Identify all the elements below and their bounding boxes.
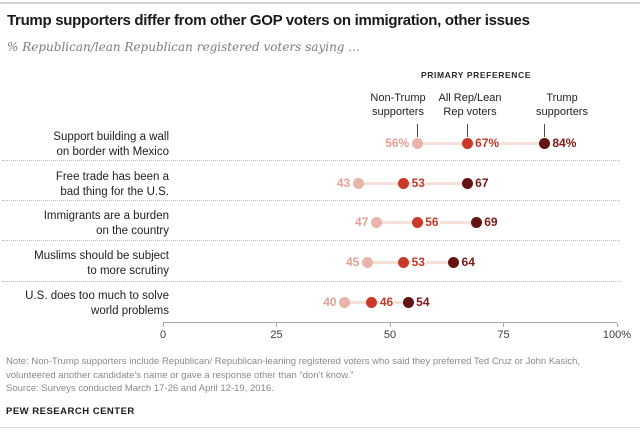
chart-subtitle: % Republican/lean Republican registered voters saying ...	[7, 40, 360, 54]
footnote-line: volunteered another candidate’s name or gave a response other than “don’t know.”	[6, 369, 354, 381]
x-axis-tick	[617, 323, 618, 327]
value-label-text: 45	[345, 254, 360, 269]
value-label	[424, 216, 470, 229]
legend-label-line: Trump	[546, 92, 578, 104]
footnote-line: Note: Non-Trump supporters include Republican/ Republican-leaning registered voters who said they preferred Ted Cruz or John Kasich,	[6, 356, 580, 367]
row-separator	[2, 281, 620, 282]
category-label-line: Support building a wall	[53, 131, 169, 143]
legend-heading: PRIMARY PREFERENCE	[421, 70, 531, 80]
value-label	[483, 216, 529, 229]
value-label-text: 56	[425, 214, 439, 229]
top-border	[0, 2, 640, 4]
value-label-text: 56%	[385, 135, 410, 150]
value-label-text: 43	[336, 175, 351, 190]
data-dot	[366, 297, 377, 308]
value-label-text: 47	[355, 214, 369, 229]
data-dot	[398, 178, 409, 189]
legend-tick-line	[467, 124, 468, 137]
legend-label-line: Non-Trump	[370, 92, 426, 104]
data-dot	[403, 297, 414, 308]
x-axis-tick-label: 25	[270, 329, 283, 341]
value-label	[364, 137, 410, 150]
legend-label-trump-supporters	[502, 92, 622, 119]
data-dot	[471, 217, 482, 228]
category-label-line: Immigrants are a burden	[43, 210, 169, 222]
category-label-line: on the country	[96, 224, 169, 237]
value-label	[314, 256, 360, 269]
value-label	[551, 137, 597, 150]
category-label	[0, 170, 169, 199]
value-label	[461, 256, 507, 269]
data-dot	[412, 138, 423, 149]
value-label-text: 67%	[475, 135, 500, 150]
bottom-border	[0, 427, 640, 428]
value-label	[415, 296, 461, 309]
data-dot	[412, 217, 423, 228]
data-dot	[398, 257, 409, 268]
value-label-text: 53	[411, 175, 425, 190]
legend-label-line: supporters	[536, 105, 588, 118]
x-axis-tick	[503, 323, 504, 327]
value-label-text: 40	[323, 294, 337, 309]
category-label-line: U.S. does too much to solve	[25, 290, 169, 302]
value-label	[305, 177, 351, 190]
legend-tick-line	[417, 124, 418, 137]
category-label-line: world problems	[91, 304, 169, 317]
legend-label-line: supporters	[372, 105, 424, 118]
value-label	[474, 137, 520, 150]
x-axis-tick-label: 50	[383, 329, 397, 341]
legend-tick-line	[544, 124, 545, 137]
page-title: Trump supporters differ from other GOP voters on immigration, other issues	[7, 12, 530, 29]
data-dot	[462, 138, 473, 149]
category-label-line: on border with Mexico	[56, 145, 169, 158]
data-dot	[339, 297, 350, 308]
data-dot	[353, 178, 364, 189]
data-dot	[539, 138, 550, 149]
row-separator	[2, 160, 620, 161]
x-axis-tick	[276, 323, 277, 327]
footnote	[6, 355, 640, 382]
value-label-text: 84%	[552, 135, 577, 150]
row-separator	[2, 240, 620, 241]
value-label-text: 67	[475, 175, 489, 190]
value-label-text: 54	[416, 294, 430, 309]
source-note: Source: Surveys conducted March 17-26 and April 12-19, 2016.	[6, 383, 274, 394]
row-separator	[2, 200, 620, 201]
legend-label-line: All Rep/Lean	[438, 92, 502, 104]
x-axis-tick-label: 0	[159, 329, 167, 341]
category-label-line: Muslims should be subject	[34, 250, 169, 262]
x-axis-tick-label: 100%	[602, 329, 632, 341]
x-axis-tick-label: 75	[497, 329, 510, 341]
data-dot	[462, 178, 473, 189]
category-label	[0, 289, 169, 318]
data-dot	[448, 257, 459, 268]
brand-logo: PEW RESEARCH CENTER	[6, 406, 135, 417]
value-label-text: 69	[484, 214, 498, 229]
data-dot	[371, 217, 382, 228]
data-dot	[362, 257, 373, 268]
value-label	[292, 296, 338, 309]
value-label-text: 64	[461, 254, 475, 269]
category-label	[0, 209, 169, 238]
x-axis-tick	[163, 323, 164, 327]
value-label-text: 53	[411, 254, 425, 269]
x-axis-tick	[390, 323, 391, 327]
value-label	[323, 216, 369, 229]
category-label-line: bad thing for the U.S.	[60, 185, 169, 198]
value-label-text: 46	[379, 294, 394, 309]
category-label	[0, 130, 169, 159]
category-label-line: Free trade has been a	[55, 171, 169, 183]
value-label	[411, 177, 457, 190]
category-label	[0, 249, 169, 278]
value-label	[474, 177, 520, 190]
category-label-line: to more scrutiny	[87, 264, 169, 277]
legend-label-line: Rep voters	[443, 105, 497, 118]
